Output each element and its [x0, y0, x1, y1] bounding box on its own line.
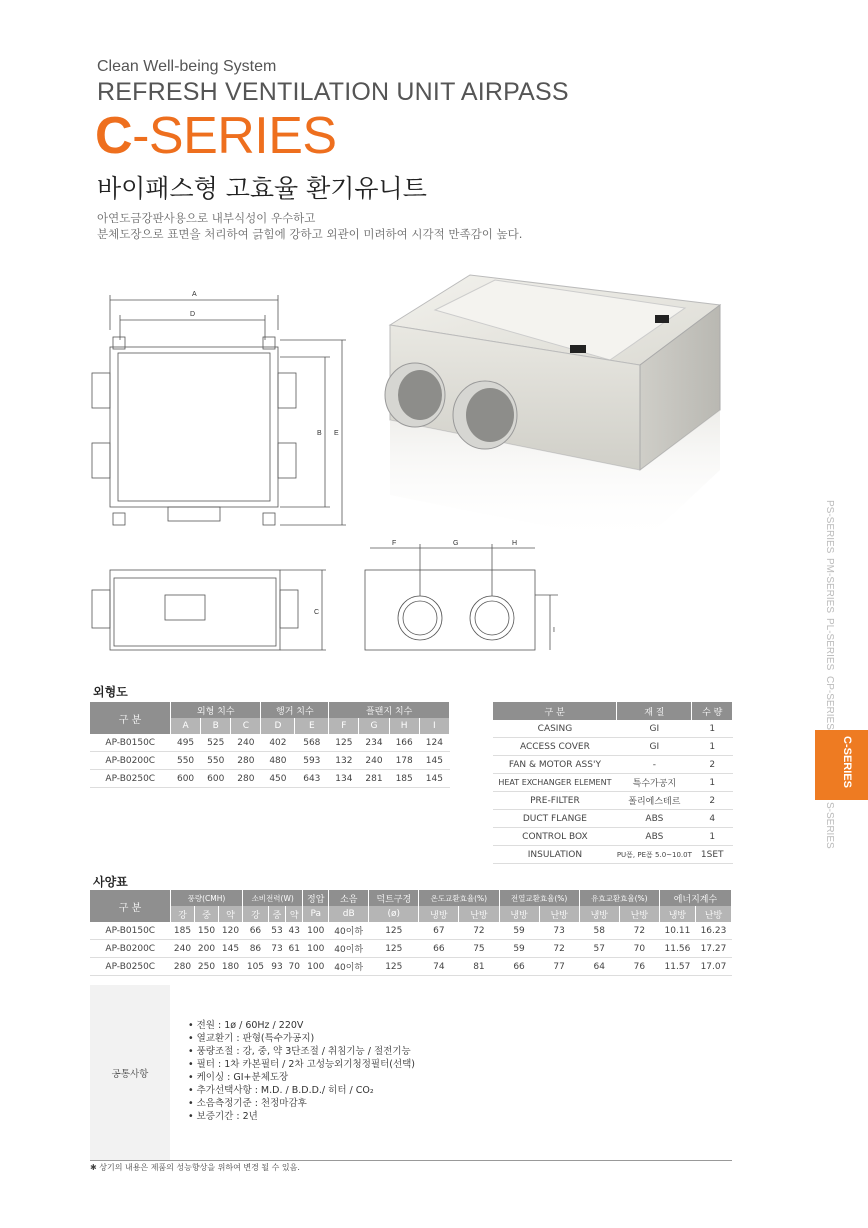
dim-label-d: D: [190, 311, 196, 318]
value-cell: 450: [261, 770, 295, 788]
sub-header: G: [359, 718, 389, 734]
value-cell: 234: [359, 734, 389, 752]
brand-title: REFRESH VENTILATION UNIT AIRPASS: [97, 78, 569, 106]
qty-cell: 1SET: [692, 846, 733, 864]
value-cell: 72: [459, 922, 499, 940]
common-specs: [90, 985, 732, 1161]
table-row: [90, 958, 732, 976]
value-cell: 178: [389, 752, 419, 770]
col-group-header: 구 분: [90, 702, 171, 734]
group-header: 소비전력(W): [243, 890, 303, 906]
material-cell: 특수가공지: [617, 774, 692, 792]
value-cell: 480: [261, 752, 295, 770]
tab-c-series-label: C-SERIES: [841, 736, 853, 788]
qty-cell: 1: [692, 774, 733, 792]
sub-header: (ø): [369, 906, 419, 922]
material-cell: PU폼, PE폼 5.0~10.0T: [617, 846, 692, 864]
value-cell: 145: [419, 752, 449, 770]
group-header: 덕트구경: [369, 890, 419, 906]
col-group-header: 구 분: [90, 890, 171, 922]
value-cell: 150: [195, 922, 219, 940]
series-letter: C: [95, 107, 133, 165]
value-cell: 166: [389, 734, 419, 752]
dimension-table: [90, 702, 450, 788]
tab-s-series[interactable]: S-SERIES: [824, 802, 835, 849]
material-cell: ABS: [617, 810, 692, 828]
value-cell: 72: [619, 922, 659, 940]
value-cell: 250: [195, 958, 219, 976]
dim-label-a: A: [192, 291, 197, 298]
part-cell: CONTROL BOX: [493, 828, 617, 846]
material-cell: -: [617, 756, 692, 774]
value-cell: 643: [295, 770, 329, 788]
group-header: 에너지계수: [659, 890, 731, 906]
group-header: 정압: [303, 890, 329, 906]
value-cell: 125: [329, 734, 359, 752]
part-cell: FAN & MOTOR ASS'Y: [493, 756, 617, 774]
group-header: 소음: [329, 890, 369, 906]
group-header: 외형 치수: [171, 702, 261, 718]
list-item: • 보증기간 : 2년: [188, 1111, 258, 1122]
qty-cell: 1: [692, 720, 733, 738]
dim-label-b: B: [317, 430, 322, 437]
value-cell: 53: [268, 922, 285, 940]
value-cell: 81: [459, 958, 499, 976]
sub-header: 강: [171, 906, 195, 922]
sub-header: Pa: [303, 906, 329, 922]
sub-header: 냉방: [579, 906, 619, 922]
value-cell: 40이하: [329, 940, 369, 958]
value-cell: 11.57: [659, 958, 695, 976]
value-cell: 132: [329, 752, 359, 770]
table-row: [90, 770, 450, 788]
value-cell: 40이하: [329, 958, 369, 976]
sub-header: 난방: [459, 906, 499, 922]
qty-cell: 1: [692, 828, 733, 846]
sub-header: 냉방: [659, 906, 695, 922]
value-cell: 402: [261, 734, 295, 752]
dim-label-i: I: [553, 627, 555, 634]
value-cell: 280: [231, 770, 261, 788]
group-header: 풍량(CMH): [171, 890, 243, 906]
sub-header: I: [419, 718, 449, 734]
sub-header: F: [329, 718, 359, 734]
value-cell: 75: [459, 940, 499, 958]
dim-label-c: C: [314, 609, 320, 616]
sub-header: 냉방: [419, 906, 459, 922]
tab-pm-series[interactable]: PM-SERIES: [824, 558, 835, 614]
dim-label-f: F: [392, 540, 397, 547]
value-cell: 76: [619, 958, 659, 976]
value-cell: 86: [243, 940, 269, 958]
table-row: [493, 774, 733, 792]
list-item: • 케이싱 : GI+분체도장: [188, 1072, 289, 1083]
value-cell: 180: [219, 958, 243, 976]
value-cell: 64: [579, 958, 619, 976]
value-cell: 67: [419, 922, 459, 940]
tab-pl-series[interactable]: PL-SERIES: [824, 618, 835, 671]
value-cell: 73: [539, 922, 579, 940]
value-cell: 58: [579, 922, 619, 940]
value-cell: 240: [231, 734, 261, 752]
value-cell: 125: [369, 940, 419, 958]
value-cell: 120: [219, 922, 243, 940]
table-row: [493, 756, 733, 774]
value-cell: 66: [499, 958, 539, 976]
value-cell: 280: [231, 752, 261, 770]
footnote: ✱ 상기의 내용은 제품의 성능향상을 위하여 변경 될 수 있음.: [90, 1163, 300, 1172]
table-row: [493, 828, 733, 846]
qty-cell: 2: [692, 756, 733, 774]
value-cell: 10.11: [659, 922, 695, 940]
table-row: [90, 734, 450, 752]
sub-header: 약: [286, 906, 303, 922]
value-cell: 100: [303, 940, 329, 958]
list-item: • 소음측정기준 : 천정마감후: [188, 1098, 307, 1109]
value-cell: 240: [359, 752, 389, 770]
mat-header: 재 질: [617, 702, 692, 720]
part-cell: ACCESS COVER: [493, 738, 617, 756]
value-cell: 495: [171, 734, 201, 752]
list-item: • 전원 : 1ø / 60Hz / 220V: [188, 1020, 304, 1031]
spec-section-title: 사양표: [93, 875, 128, 889]
group-header: 전열교환효율(%): [499, 890, 579, 906]
qty-cell: 4: [692, 810, 733, 828]
sub-header: C: [231, 718, 261, 734]
material-cell: ABS: [617, 828, 692, 846]
value-cell: 185: [171, 922, 195, 940]
brand-subtitle: Clean Well-being System: [97, 58, 277, 75]
value-cell: 57: [579, 940, 619, 958]
table-row: [493, 738, 733, 756]
value-cell: 281: [359, 770, 389, 788]
table-row: [493, 810, 733, 828]
product-image: [375, 270, 755, 550]
value-cell: 17.27: [695, 940, 731, 958]
value-cell: 59: [499, 940, 539, 958]
value-cell: 145: [419, 770, 449, 788]
value-cell: 105: [243, 958, 269, 976]
group-header: 온도교환효율(%): [419, 890, 499, 906]
sub-header: E: [295, 718, 329, 734]
sub-header: 중: [268, 906, 285, 922]
common-label: 공통사항: [90, 985, 170, 1160]
value-cell: 93: [268, 958, 285, 976]
part-cell: PRE-FILTER: [493, 792, 617, 810]
sub-header: H: [389, 718, 419, 734]
value-cell: 134: [329, 770, 359, 788]
value-cell: 125: [369, 922, 419, 940]
top-view-drawing: [80, 285, 360, 540]
value-cell: 124: [419, 734, 449, 752]
common-list: [188, 1019, 415, 1123]
value-cell: 61: [286, 940, 303, 958]
value-cell: 200: [195, 940, 219, 958]
model-cell: AP-B0150C: [90, 922, 171, 940]
value-cell: 70: [286, 958, 303, 976]
value-cell: 600: [201, 770, 231, 788]
group-header: 행거 치수: [261, 702, 329, 718]
value-cell: 72: [539, 940, 579, 958]
value-cell: 16.23: [695, 922, 731, 940]
value-cell: 125: [369, 958, 419, 976]
value-cell: 100: [303, 922, 329, 940]
sub-header: 중: [195, 906, 219, 922]
dim-label-g: G: [453, 540, 459, 547]
sub-header: 강: [243, 906, 269, 922]
tab-ps-series[interactable]: PS-SERIES: [824, 500, 835, 554]
product-title: 바이패스형 고효율 환기유니트: [97, 174, 427, 203]
sub-header: 약: [219, 906, 243, 922]
sub-header: 난방: [695, 906, 731, 922]
value-cell: 59: [499, 922, 539, 940]
qty-cell: 1: [692, 738, 733, 756]
material-table: [493, 702, 733, 864]
value-cell: 568: [295, 734, 329, 752]
value-cell: 40이하: [329, 922, 369, 940]
list-item: • 필터 : 1차 카본필터 / 2차 고성능외기청정필터(선택): [188, 1059, 416, 1070]
list-item: • 추가선택사항 : M.D. / B.D.D./ 히터 / CO₂: [188, 1085, 374, 1096]
value-cell: 73: [268, 940, 285, 958]
dim-label-h: H: [512, 540, 518, 547]
table-row: [90, 922, 732, 940]
value-cell: 550: [171, 752, 201, 770]
model-cell: AP-B0200C: [90, 752, 171, 770]
part-cell: DUCT FLANGE: [493, 810, 617, 828]
value-cell: 100: [303, 958, 329, 976]
model-cell: AP-B0150C: [90, 734, 171, 752]
value-cell: 593: [295, 752, 329, 770]
part-cell: HEAT EXCHANGER ELEMENT: [493, 774, 617, 792]
mat-header: 수 량: [692, 702, 733, 720]
material-cell: 폴리에스테르: [617, 792, 692, 810]
table-row: [90, 752, 450, 770]
series-title: [95, 106, 337, 166]
value-cell: 43: [286, 922, 303, 940]
desc-line: 아연도금강판사용으로 내부식성이 우수하고: [97, 211, 316, 225]
table-row: [493, 846, 733, 864]
series-rest: -SERIES: [132, 107, 337, 165]
tab-cp-series[interactable]: CP-SERIES: [824, 676, 835, 730]
value-cell: 185: [389, 770, 419, 788]
value-cell: 11.56: [659, 940, 695, 958]
sub-header: 냉방: [499, 906, 539, 922]
table-row: [493, 720, 733, 738]
spec-table: [90, 890, 732, 976]
qty-cell: 2: [692, 792, 733, 810]
dim-label-e: E: [334, 430, 339, 437]
value-cell: 525: [201, 734, 231, 752]
material-cell: GI: [617, 738, 692, 756]
sub-header: A: [171, 718, 201, 734]
value-cell: 240: [171, 940, 195, 958]
value-cell: 550: [201, 752, 231, 770]
sub-header: 난방: [619, 906, 659, 922]
model-cell: AP-B0250C: [90, 958, 171, 976]
value-cell: 66: [243, 922, 269, 940]
part-cell: CASING: [493, 720, 617, 738]
value-cell: 70: [619, 940, 659, 958]
sub-header: 난방: [539, 906, 579, 922]
model-cell: AP-B0250C: [90, 770, 171, 788]
group-header: 유효교환효율(%): [579, 890, 659, 906]
table-row: [90, 940, 732, 958]
list-item: • 풍량조절 : 강, 중, 약 3단조절 / 취침기능 / 절전기능: [188, 1046, 411, 1057]
material-cell: GI: [617, 720, 692, 738]
mat-header: 구 분: [493, 702, 617, 720]
product-description: [97, 210, 522, 242]
value-cell: 145: [219, 940, 243, 958]
desc-line: 분체도장으로 표면을 처리하여 긁힘에 강하고 외관이 미려하여 시각적 만족감이 높다.: [97, 227, 523, 241]
tab-c-series-active[interactable]: [815, 730, 868, 800]
sub-header: D: [261, 718, 295, 734]
dimension-section-title: 외형도: [93, 685, 128, 699]
sub-header: dB: [329, 906, 369, 922]
value-cell: 17.07: [695, 958, 731, 976]
value-cell: 66: [419, 940, 459, 958]
value-cell: 600: [171, 770, 201, 788]
group-header: 플랜지 치수: [329, 702, 450, 718]
model-cell: AP-B0200C: [90, 940, 171, 958]
sub-header: B: [201, 718, 231, 734]
value-cell: 280: [171, 958, 195, 976]
table-row: [493, 792, 733, 810]
value-cell: 77: [539, 958, 579, 976]
side-view-drawings: [80, 540, 555, 670]
part-cell: INSULATION: [493, 846, 617, 864]
list-item: • 열교환기 : 판형(특수가공지): [188, 1033, 315, 1044]
value-cell: 74: [419, 958, 459, 976]
